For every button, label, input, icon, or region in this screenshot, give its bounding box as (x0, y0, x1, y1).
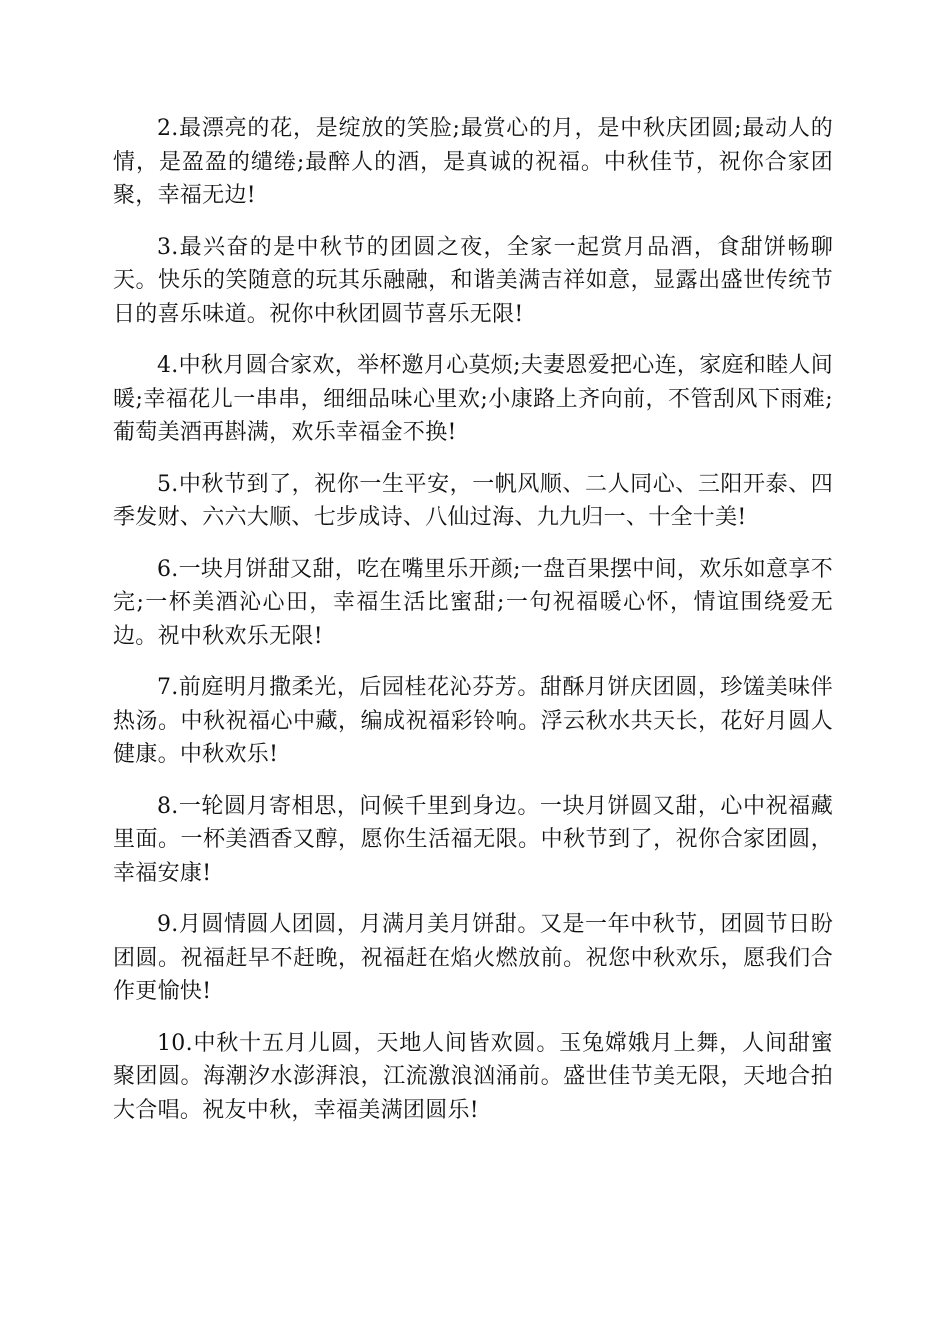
paragraph-4: 4.中秋月圆合家欢，举杯邀月心莫烦;夫妻恩爱把心连，家庭和睦人间暖;幸福花儿一串串，细细品味心里欢;小康路上齐向前，不管刮风下雨难;葡萄美酒再斟满，欢乐幸福金不换! (113, 353, 834, 445)
paragraph-10: 10.中秋十五月儿圆，天地人间皆欢圆。玉兔嫦娥月上舞，人间甜蜜聚团圆。海潮汐水澎湃浪，江流激浪汹涌前。盛世佳节美无限，天地合拍大合唱。祝友中秋，幸福美满团圆乐! (113, 1030, 833, 1123)
paragraph-2: 2.最漂亮的花，是绽放的笑脸;最赏心的月，是中秋庆团圆;最动人的情，是盈盈的缱绻;最醉人的酒，是真诚的祝福。中秋佳节，祝你合家团聚，幸福无边! (113, 116, 833, 208)
paragraph-3: 3.最兴奋的是中秋节的团圆之夜，全家一起赏月品酒，食甜饼畅聊天。快乐的笑随意的玩其乐融融，和谐美满吉祥如意，显露出盛世传统节日的喜乐味道。祝你中秋团圆节喜乐无限! (113, 234, 833, 327)
paragraph-8: 8.一轮圆月寄相思，问候千里到身边。一块月饼圆又甜，心中祝福藏里面。一杯美酒香又醇，愿你生活福无限。中秋节到了，祝你合家团圆，幸福安康! (113, 793, 833, 886)
paragraph-5: 5.中秋节到了，祝你一生平安，一帆风顺、二人同心、三阳开泰、四季发财、六六大顺、七步成诗、八仙过海、九九归一、十全十美! (113, 471, 833, 530)
paragraph-6: 6.一块月饼甜又甜，吃在嘴里乐开颜;一盘百果摆中间，欢乐如意享不完;一杯美酒沁心田，幸福生活比蜜甜;一句祝福暖心怀，情谊围绕爱无边。祝中秋欢乐无限! (113, 556, 834, 649)
document-body (113, 112, 833, 1145)
paragraph-7: 7.前庭明月撒柔光，后园桂花沁芬芳。甜酥月饼庆团圆，珍馐美味伴热汤。中秋祝福心中藏，编成祝福彩铃响。浮云秋水共天长，花好月圆人健康。中秋欢乐! (113, 675, 833, 767)
paragraph-9: 9.月圆情圆人团圆，月满月美月饼甜。又是一年中秋节，团圆节日盼团圆。祝福赶早不赶晚，祝福赶在焰火燃放前。祝您中秋欢乐，愿我们合作更愉快! (113, 912, 833, 1004)
